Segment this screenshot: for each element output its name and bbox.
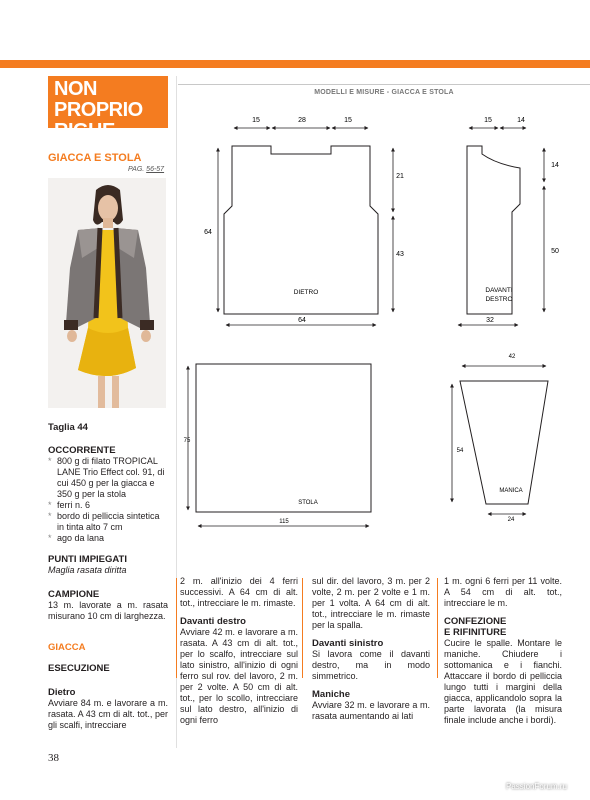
execution-heading: ESECUZIONE — [48, 663, 110, 674]
page-title-line2: RIGHE — [54, 120, 115, 142]
watermark: PassionForum.ru — [506, 782, 567, 791]
materials-item: * ago da lana — [48, 533, 168, 544]
sleeve-dim-bottom: 24 — [507, 517, 515, 523]
pages-prefix: PAG. — [128, 166, 145, 173]
project-page-reference — [128, 166, 164, 173]
front-label-1: DAVANTI — [485, 287, 513, 294]
gauge-heading: CAMPIONE — [48, 589, 100, 600]
sleeves-heading: Maniche — [312, 689, 351, 700]
back-pattern — [204, 117, 404, 325]
finishing-text: Cucire le spalle. Montare le maniche. Chiudere i sottomanica e i fianchi. Attaccare il bordo di pelliccia lungo tutti i margini della giacca, applicandolo sopra la parte lavorata (la misura finale include anche i bordi). — [444, 638, 562, 725]
back-dim-left: 64 — [204, 229, 212, 236]
front-label-2: DESTRO — [485, 296, 513, 303]
front-left-heading: Davanti sinistro — [312, 638, 384, 649]
finishing-heading-1: CONFEZIONE — [444, 616, 507, 627]
text-column-2 — [180, 576, 298, 726]
project-title: GIACCA E STOLA — [48, 152, 142, 164]
back-dim-bottom: 64 — [298, 317, 306, 324]
pages-range: 56-57 — [146, 166, 165, 173]
col4-intro: 1 m. ogni 6 ferri per 11 volte. A 54 cm di alt. tot., intrecciare le m. — [444, 576, 562, 608]
finishing-heading-2: E RIFINITURE — [444, 627, 507, 638]
col2-intro: 2 m. all'inizio dei 4 ferri successivi. A 64 cm di alt. tot., intrecciare le m. rimaste. — [180, 576, 298, 608]
column-divider-orange — [176, 578, 177, 678]
stole-dim-bottom: 115 — [279, 519, 289, 525]
text-column-3 — [312, 576, 430, 722]
page-title — [48, 76, 168, 142]
text-column-4 — [444, 576, 562, 726]
back-dim-top-2: 28 — [298, 117, 306, 124]
materials-item: * ferri n. 6 — [48, 500, 168, 511]
sleeves-text: Avviare 32 m. e lavorare a m. rasata aumentando ai lati — [312, 700, 430, 721]
front-right-pattern — [458, 117, 559, 325]
front-dim-top-2: 14 — [517, 117, 525, 124]
back-dim-right-2: 43 — [396, 251, 404, 258]
front-dim-right-2: 50 — [551, 248, 559, 255]
sleeve-label: MANICA — [499, 488, 523, 494]
jacket-section — [48, 642, 168, 653]
column-divider-orange — [302, 578, 303, 678]
back-section — [48, 687, 168, 731]
stitches-heading: PUNTI IMPIEGATI — [48, 554, 127, 565]
front-right-text: Avviare 42 m. e lavorare a m. rasata. A 43 cm di alt. tot., per lo scalfo, intrecciare sul lato sinistro, all'inizio di ogni ferro sul rov. del lavoro, 2 m. per 2 volte. A 50 cm di alt. tot., per lo scollo, intrecciare sul lato destro, all'inizio di ogni ferro — [180, 627, 298, 725]
back-dim-top-3: 15 — [344, 117, 352, 124]
materials-item: * 800 g di filato TROPICAL LANE Trio Effect col. 91, di cui 450 g per la giacca e 350 g per la stola — [48, 456, 168, 500]
back-dim-right-1: 21 — [396, 173, 404, 180]
materials-item: * bordo di pelliccia sintetica in tinta alto 7 cm — [48, 511, 168, 533]
back-heading: Dietro — [48, 687, 76, 698]
front-dim-bottom: 32 — [486, 317, 494, 324]
stole-dim-left: 75 — [183, 438, 191, 444]
diagram-header-rule — [178, 84, 590, 85]
size-section — [48, 422, 168, 433]
diagram-header: MODELLI E MISURE - GIACCA E STOLA — [314, 89, 454, 96]
model-photo-icon — [48, 178, 166, 408]
sleeve-dim-left: 54 — [456, 448, 464, 454]
front-right-heading: Davanti destro — [180, 616, 246, 627]
back-dim-top-1: 15 — [252, 117, 260, 124]
stitches-section — [48, 554, 168, 576]
col3-intro: sul dir. del lavoro, 3 m. per 2 volte, 2 m. per 2 volte e 1 m. per 1 volta. A 64 cm di alt. tot., intrecciare le m. rimaste per la spalla. — [312, 576, 430, 630]
sleeve-pattern — [452, 354, 548, 523]
materials-heading: OCCORRENTE — [48, 445, 116, 456]
materials-list — [48, 456, 168, 544]
top-accent-bar — [0, 60, 590, 68]
page-number: 38 — [48, 752, 59, 764]
column-divider-orange — [437, 578, 438, 678]
front-left-text: Si lavora come il davanti destro, ma in modo simmetrico. — [312, 649, 430, 681]
back-text: Avviare 84 m. e lavorare a m. rasata. A 43 cm di alt. tot., per gli scalfi, intrecciare — [48, 698, 168, 730]
model-illustration — [48, 178, 166, 408]
pattern-diagrams — [178, 96, 590, 536]
front-dim-top-1: 15 — [484, 117, 492, 124]
sleeve-dim-top: 42 — [508, 354, 516, 360]
page-title-line1: NON PROPRIO — [54, 78, 143, 121]
size-label: Taglia 44 — [48, 422, 88, 433]
front-dim-right-1: 14 — [551, 162, 559, 169]
gauge-text: 13 m. lavorate a m. rasata misurano 10 cm di larghezza. — [48, 600, 168, 621]
materials-section — [48, 445, 168, 544]
jacket-heading: GIACCA — [48, 642, 86, 653]
stole-pattern — [184, 364, 371, 526]
stitches-text: Maglia rasata diritta — [48, 565, 127, 575]
stole-label: STOLA — [298, 500, 318, 506]
gauge-section — [48, 589, 168, 622]
execution-section — [48, 663, 168, 674]
back-label: DIETRO — [293, 289, 319, 296]
